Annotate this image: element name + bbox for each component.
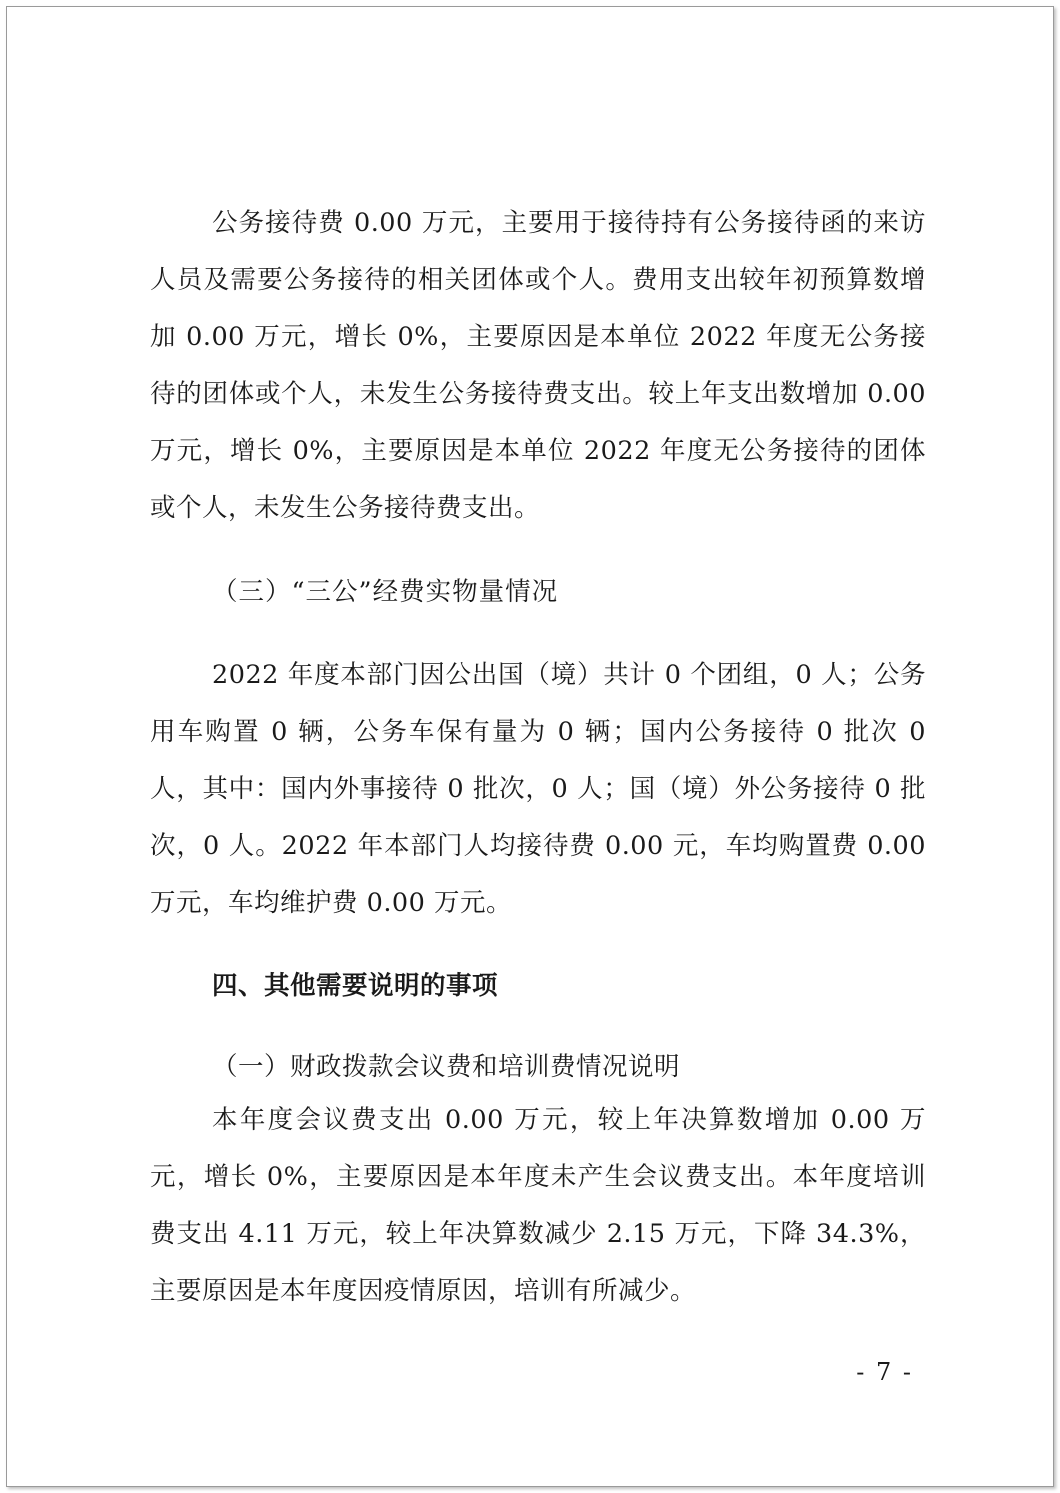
three-public-quantity-heading: （三）“三公”经费实物量情况 [212,577,559,607]
page-number: - 7 - [856,1358,913,1386]
section-four-title: 四、其他需要说明的事项 [212,971,499,1001]
document-page [6,6,1054,1487]
reception-fee-paragraph: 公务接待费 0.00 万元，主要用于接待持有公务接待函的来访人员及需要公务接待的相关团体或个人。费用支出较年初预算数增加 0.00 万元，增长 0%，主要原因是本单位 2022 年度无公务接待的团体或个人，未发生公务接待费支出。较上年支出数增加 0.00 万元，增长 0%，主要原因是本单位 2022 年度无公务接待的团体或个人，未发生公务接待费支出。 [150,208,926,523]
subsection-one-title: （一）财政拨款会议费和培训费情况说明 [212,1052,681,1082]
physical-quantity-paragraph: 2022 年度本部门因公出国（境）共计 0 个团组，0 人；公务用车购置 0 辆，公务车保有量为 0 辆；国内公务接待 0 批次 0 人，其中：国内外事接待 0 批次，0 人；国（境）外公务接待 0 批次，0 人。2022 年本部门人均接待费 0.00 元，车均购置费 0.00 万元，车均维护费 0.00 万元。 [150,660,926,918]
meeting-training-paragraph: 本年度会议费支出 0.00 万元，较上年决算数增加 0.00 万元，增长 0%，主要原因是本年度未产生会议费支出。本年度培训费支出 4.11 万元，较上年决算数减少 2.15 万元，下降 34.3%，主要原因是本年度因疫情原因，培训有所减少。 [150,1105,926,1306]
